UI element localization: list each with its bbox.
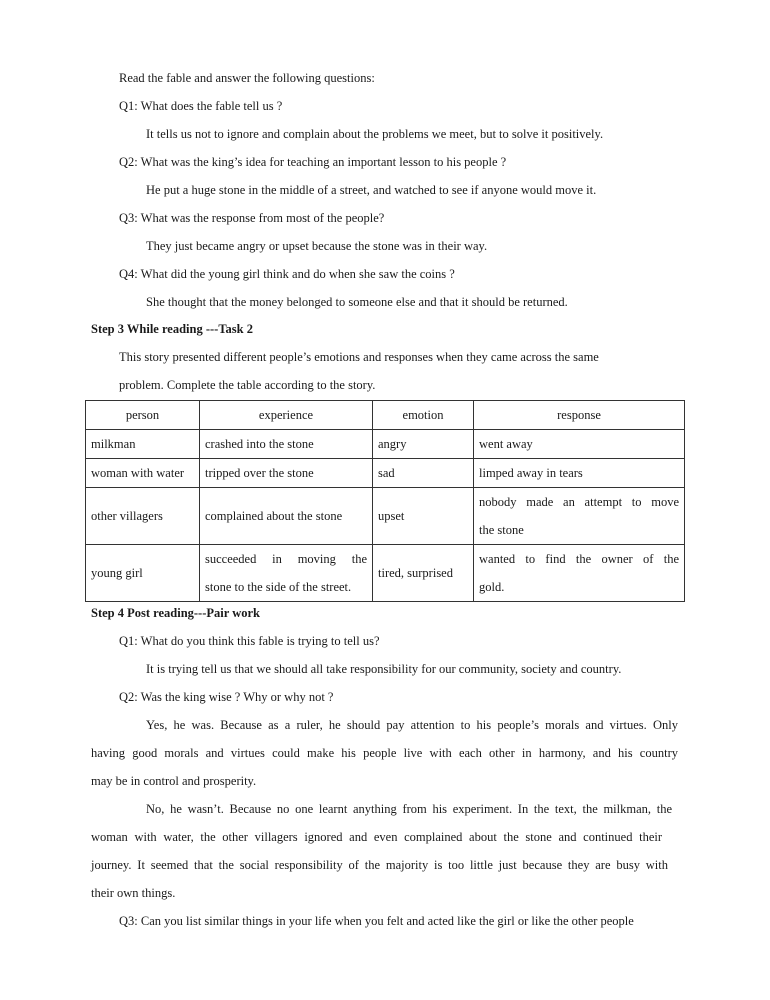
- table-header-row: [86, 401, 685, 430]
- cell-response-line2: the stone: [479, 523, 524, 537]
- answer-q1: It tells us not to ignore and complain about the problems we meet, but to solve it positively.: [146, 127, 604, 141]
- cell-experience-line1: succeeded in moving the: [205, 552, 367, 566]
- header-person: person: [86, 401, 200, 430]
- answer-q4: She thought that the money belonged to someone else and that it should be returned.: [146, 295, 568, 309]
- step3-heading: Step 3 While reading ---Task 2: [91, 322, 253, 336]
- cell-emotion: tired, surprised: [373, 545, 474, 602]
- answer-no-line3: journey. It seemed that the social responsibility of the majority is too little just because they are busy with: [91, 858, 668, 872]
- cell-emotion: sad: [373, 459, 474, 488]
- table-row: [86, 459, 685, 488]
- cell-experience: tripped over the stone: [200, 459, 373, 488]
- cell-person: woman with water: [86, 459, 200, 488]
- answer-no-line4: their own things.: [91, 886, 176, 900]
- cell-experience: [200, 545, 373, 602]
- step4-question-q3: Q3: Can you list similar things in your life when you felt and acted like the girl or like the other people: [119, 914, 634, 928]
- cell-emotion: angry: [373, 430, 474, 459]
- cell-experience: complained about the stone: [200, 488, 373, 545]
- header-emotion: emotion: [373, 401, 474, 430]
- step3-instruction-line2: problem. Complete the table according to the story.: [119, 378, 376, 392]
- cell-response-line1: nobody made an attempt to move: [479, 495, 679, 509]
- cell-experience: crashed into the stone: [200, 430, 373, 459]
- question-q2: Q2: What was the king’s idea for teaching an important lesson to his people ?: [119, 155, 507, 169]
- header-experience: experience: [200, 401, 373, 430]
- cell-response: [474, 488, 685, 545]
- cell-emotion: upset: [373, 488, 474, 545]
- step3-instruction-line1: This story presented different people’s emotions and responses when they came across the same: [119, 350, 599, 364]
- question-q3: Q3: What was the response from most of the people?: [119, 211, 385, 225]
- answer-yes-line1: Yes, he was. Because as a ruler, he should pay attention to his people’s morals and virtues. Only: [146, 718, 678, 732]
- step4-question-q2: Q2: Was the king wise ? Why or why not ?: [119, 690, 334, 704]
- table-row: [86, 430, 685, 459]
- cell-response-line1: wanted to find the owner of the: [479, 552, 679, 566]
- answer-yes-line3: may be in control and prosperity.: [91, 774, 257, 788]
- cell-response-line2: gold.: [479, 580, 505, 594]
- answer-no-line1: No, he wasn’t. Because no one learnt anything from his experiment. In the text, the milkman, the: [146, 802, 672, 816]
- step4-heading: Step 4 Post reading---Pair work: [91, 606, 260, 620]
- answer-q3: They just became angry or upset because the stone was in their way.: [146, 239, 488, 253]
- cell-person: other villagers: [86, 488, 200, 545]
- cell-person: young girl: [86, 545, 200, 602]
- header-response: response: [474, 401, 685, 430]
- table-row: [86, 488, 685, 545]
- cell-response: went away: [474, 430, 685, 459]
- question-q4: Q4: What did the young girl think and do when she saw the coins ?: [119, 267, 455, 281]
- cell-person: milkman: [86, 430, 200, 459]
- answer-no-line2: woman with water, the other villagers ignored and even complained about the stone and continued their: [91, 830, 662, 844]
- answer-q2: He put a huge stone in the middle of a street, and watched to see if anyone would move it.: [146, 183, 597, 197]
- cell-response: limped away in tears: [474, 459, 685, 488]
- story-table: [85, 400, 685, 602]
- step4-question-q1: Q1: What do you think this fable is trying to tell us?: [119, 634, 380, 648]
- table-row: [86, 545, 685, 602]
- cell-response: [474, 545, 685, 602]
- cell-experience-line2: stone to the side of the street.: [205, 580, 352, 594]
- answer-yes-line2: having good morals and virtues could make his people live with each other in harmony, and his country: [91, 746, 678, 760]
- intro-text: Read the fable and answer the following questions:: [119, 71, 375, 85]
- question-q1: Q1: What does the fable tell us ?: [119, 99, 283, 113]
- step4-answer-q1: It is trying tell us that we should all take responsibility for our community, society and country.: [146, 662, 622, 676]
